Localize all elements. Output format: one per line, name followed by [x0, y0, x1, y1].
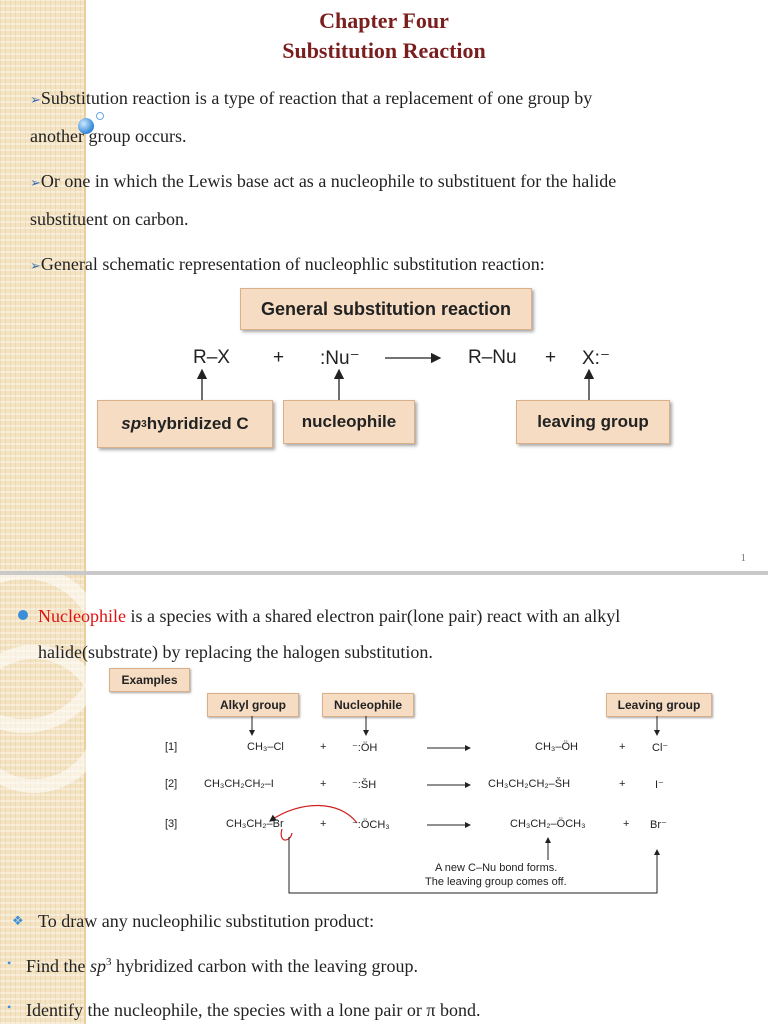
- row-3-plus: +: [623, 818, 630, 830]
- row-2-substrate: CH₃CH₂CH₂–I: [204, 778, 274, 790]
- arrow-bullet-icon: ➢: [30, 92, 41, 107]
- reactant-rx: R–X: [193, 347, 230, 368]
- row-1-nucleophile: ⁻:ÖH: [352, 742, 378, 754]
- examples-label: Examples: [109, 668, 190, 692]
- row-2-plus: +: [320, 778, 327, 790]
- nucleophile-definition-continued: halide(substrate) by replacing the halogen substitution.: [38, 642, 433, 662]
- diamond-bullet-icon: ❖: [12, 913, 24, 928]
- nucleophile-nu: :Nu⁻: [320, 348, 360, 369]
- row-1-product: CH₃–ÖH: [535, 741, 578, 753]
- nucleophile-definition: Nucleophile is a species with a shared electron pair(lone pair) react with an alkyl: [38, 606, 621, 626]
- row-2-product: CH₃CH₂CH₂–ŠH: [488, 778, 571, 790]
- dot-bullet-icon: •: [7, 1000, 12, 1014]
- label-sp3-carbon: sp 3 hybridized C: [97, 400, 273, 448]
- product-rnu: R–Nu: [468, 347, 517, 368]
- chapter-subtitle: Substitution Reaction: [282, 38, 486, 63]
- chapter-title: Chapter Four: [319, 8, 449, 33]
- row-3-product: CH₃CH₂–ÖCH₃: [510, 818, 586, 830]
- row-1-plus: +: [320, 741, 327, 753]
- bullet-3: ➢General schematic representation of nucleophlic substitution reaction:: [30, 254, 545, 274]
- page-number: 1: [740, 552, 746, 564]
- bullet-2-continued: substituent on carbon.: [30, 209, 189, 229]
- note-line-1: A new C–Nu bond forms.: [435, 862, 558, 874]
- leaving-x: X:⁻: [582, 348, 610, 369]
- label-leaving-group: leaving group: [516, 400, 670, 444]
- row-2-number: [2]: [165, 778, 178, 790]
- row-2-leaving-group: I⁻: [655, 779, 664, 791]
- row-3-leaving-group: Br⁻: [650, 819, 667, 831]
- row-2-nucleophile: ⁻:ŠH: [352, 779, 377, 791]
- row-1-leaving-group: Cl⁻: [652, 742, 669, 754]
- tag-leaving-group: Leaving group: [606, 693, 712, 717]
- plus-sign: +: [545, 347, 557, 368]
- note-line-2: The leaving group comes off.: [425, 876, 567, 888]
- row-3-substrate: CH₃CH₂–Br: [226, 818, 284, 830]
- arrow-bullet-icon: ➢: [30, 258, 41, 273]
- row-3-nucleophile: ⁻:ÖCH₃: [352, 819, 390, 831]
- plus-sign: +: [273, 347, 285, 368]
- row-1-number: [1]: [165, 741, 178, 753]
- arrow-bullet-icon: ➢: [30, 175, 41, 190]
- slide-2: Nucleophile is a species with a shared electron pair(lone pair) react with an alkyl halide(substrate) by replacing the halogen substitution. Examples Alkyl group Nucleophile Leaving group [1] CH₃–Cl + ⁻:ÖH CH₃–ÖH + Cl⁻ [2] CH₃CH₂CH₂–I + ⁻:ŠH CH₃CH₂CH₂–ŠH + I⁻ [3] CH₃CH₂–Br + ⁻:ÖCH₃ CH₃CH₂–ÖCH₃ + Br⁻ A new C–Nu bond forms. The leaving group comes off. ❖ To draw any nucleophilic substitution product: • Find the $sp^3$ hybridized carbon with the leaving group. • Identify the nucleophile, the species with a lone pair or π bond.: [0, 575, 768, 1024]
- bullet-2: ➢Or one in which the Lewis base act as a nucleophile to substituent for the halide: [30, 171, 617, 191]
- row-3-plus: +: [320, 818, 327, 830]
- tag-alkyl-group: Alkyl group: [207, 693, 299, 717]
- scheme-header: General substitution reaction: [240, 288, 532, 330]
- row-3-number: [3]: [165, 818, 178, 830]
- bullet-1-continued: another group occurs.: [30, 126, 187, 146]
- row-1-plus: +: [619, 741, 626, 753]
- dot-bullet-icon: •: [7, 956, 12, 970]
- row-2-plus: +: [619, 778, 626, 790]
- label-nucleophile: nucleophile: [283, 400, 415, 444]
- bullet-1: ➢Substitution reaction is a type of reaction that a replacement of one group by: [30, 88, 593, 108]
- tag-nucleophile: Nucleophile: [322, 693, 414, 717]
- row-1-substrate: CH₃–Cl: [247, 741, 284, 753]
